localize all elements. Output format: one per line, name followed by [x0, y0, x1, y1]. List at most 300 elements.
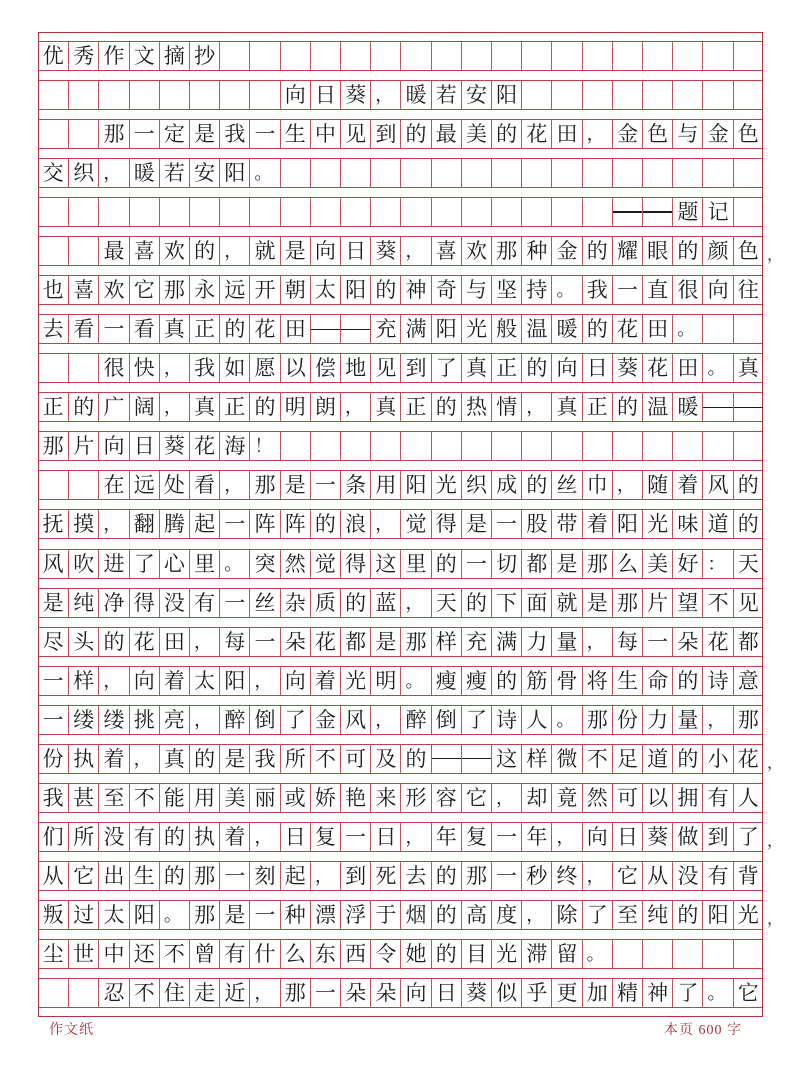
grid-cell-character: 用	[370, 471, 400, 499]
grid-cell-empty	[461, 198, 491, 226]
grid-cell-empty	[431, 159, 461, 187]
grid-cell-character: 向	[551, 354, 581, 382]
grid-cell-character: 头	[68, 628, 98, 656]
grid-cell-character: 日	[310, 81, 340, 109]
grid-cell-character: 生	[129, 862, 159, 890]
grid-cell-character: 尘	[42, 941, 64, 966]
dash-stroke	[432, 758, 461, 760]
grid-cell-character: 阵	[280, 510, 310, 538]
grid-cell-character: 如	[219, 354, 249, 382]
grid-cell-character: 满	[400, 315, 430, 343]
grid-cell-character: 却	[521, 784, 551, 812]
grid-cell-character: 一	[219, 862, 249, 890]
grid-cell-character: 很	[672, 276, 702, 304]
grid-cell-character: 人	[733, 784, 763, 812]
grid-row	[38, 80, 763, 110]
grid-cell-character: 望	[672, 589, 702, 617]
grid-cell-character: 看	[189, 471, 219, 499]
grid-cell-character: 都	[340, 628, 370, 656]
grid-cell-character: 神	[400, 276, 430, 304]
grid-cell-character: 田	[642, 315, 672, 343]
grid-cell-character: 眼	[642, 237, 672, 265]
grid-cell-character: 日	[129, 432, 159, 460]
grid-cell-character: 了	[280, 706, 310, 734]
grid-cell-character: 花	[129, 628, 159, 656]
grid-cell-character: 阳	[129, 901, 159, 929]
grid-cell-character: 海	[219, 432, 249, 460]
grid-cell-empty	[612, 159, 642, 187]
grid-cell-character: 执	[68, 745, 98, 773]
grid-cell-character: ，	[400, 237, 430, 265]
grid-cell-character: 们	[42, 824, 64, 849]
grid-cell-character: ，	[159, 354, 189, 382]
grid-cell-character: 了	[582, 901, 612, 929]
grid-cell-character: 朝	[280, 276, 310, 304]
grid-cell-character: 花	[249, 315, 279, 343]
grid-cell-character: 精	[612, 979, 642, 1007]
grid-cell-character: 死	[370, 862, 400, 890]
grid-cell-character: 很	[98, 354, 128, 382]
grid-cell-character: 见	[370, 354, 400, 382]
grid-cell-character: 色	[733, 120, 763, 148]
grid-cell-character: 到	[340, 862, 370, 890]
grid-cell-empty	[370, 432, 400, 460]
grid-cell-character	[310, 315, 340, 343]
grid-cell-character: 的	[461, 589, 491, 617]
grid-cell-character: ，	[98, 159, 128, 187]
grid-cell-character: 的	[672, 237, 702, 265]
grid-cell-character: 得	[431, 510, 461, 538]
grid-cell-character: 向	[582, 823, 612, 851]
grid-cell-character: 道	[702, 510, 732, 538]
grid-cell-character: 挑	[129, 706, 159, 734]
grid-cell-character: 蓝	[370, 589, 400, 617]
grid-cell-character: 一	[249, 628, 279, 656]
grid-cell-character: 浪	[340, 510, 370, 538]
grid-cell-empty	[249, 198, 279, 226]
grid-cell-character: 出	[98, 862, 128, 890]
grid-cell-character: 从	[642, 862, 672, 890]
grid-cell-character: 朗	[310, 393, 340, 421]
grid-cell-character: 作	[98, 42, 128, 70]
grid-cell-character: 可	[340, 745, 370, 773]
grid-cell-character: 与	[461, 276, 491, 304]
grid-cell-character: 真	[159, 315, 189, 343]
grid-cell-character: 质	[310, 589, 340, 617]
grid-cell-empty	[370, 42, 400, 70]
grid-cell-character: 满	[491, 628, 521, 656]
grid-row	[38, 549, 763, 579]
grid-cell-character: ，	[370, 706, 400, 734]
grid-cell-character: 向	[400, 979, 430, 1007]
grid-cell-empty	[400, 42, 430, 70]
grid-cell-character: 的	[68, 393, 98, 421]
grid-cell-character: 风	[340, 706, 370, 734]
grid-cell-character: 一	[642, 628, 672, 656]
grid-cell-empty	[702, 315, 732, 343]
grid-cell-character: 忍	[98, 979, 128, 1007]
grid-cell-character: 没	[98, 823, 128, 851]
overflow-punctuation: ，	[766, 908, 783, 928]
grid-cell-character: 正	[42, 395, 64, 420]
grid-cell-empty	[219, 42, 249, 70]
grid-cell-character: 。	[582, 940, 612, 968]
grid-cell-character: 一	[310, 471, 340, 499]
grid-cell-empty	[310, 198, 340, 226]
grid-cell-character: 抚	[42, 512, 64, 537]
grid-cell-character: 去	[400, 862, 430, 890]
grid-cell-character: 娇	[310, 784, 340, 812]
grid-cell-character: 除	[551, 901, 581, 929]
grid-cell-empty	[340, 42, 370, 70]
grid-cell-empty	[672, 940, 702, 968]
grid-cell-character: 到	[400, 354, 430, 382]
dash-stroke	[734, 407, 763, 409]
grid-cell-character: 了	[129, 550, 159, 578]
grid-cell-character: 秒	[521, 862, 551, 890]
grid-cell-character: 一	[42, 707, 64, 732]
grid-cell-character: 背	[733, 862, 763, 890]
grid-cell-character: 种	[521, 237, 551, 265]
grid-cell-character: 滞	[521, 940, 551, 968]
grid-cell-character: 一	[340, 823, 370, 851]
grid-cell-empty	[38, 198, 68, 226]
grid-cell-character: 容	[431, 784, 461, 812]
grid-cell-character: 条	[340, 471, 370, 499]
grid-cell-character: 喜	[68, 276, 98, 304]
grid-cell-character: ，	[98, 667, 128, 695]
grid-cell-character: 甚	[68, 784, 98, 812]
grid-cell-character: 太	[98, 901, 128, 929]
grid-cell-empty	[461, 159, 491, 187]
grid-cell-character: 欢	[159, 237, 189, 265]
grid-cell-character: 着	[672, 471, 702, 499]
grid-cell-character: 快	[129, 354, 159, 382]
grid-cell-character: 直	[642, 276, 672, 304]
grid-cell-empty	[551, 198, 581, 226]
grid-cell-character: 看	[68, 315, 98, 343]
grid-cell-character: 光	[733, 901, 763, 929]
grid-cell-character: 地	[340, 354, 370, 382]
grid-cell-character: 是	[370, 628, 400, 656]
grid-cell-empty	[38, 979, 68, 1007]
grid-cell-character: 丽	[249, 784, 279, 812]
grid-cell-character: ，	[340, 393, 370, 421]
grid-cell-character: 及	[370, 745, 400, 773]
grid-cell-character: 得	[340, 550, 370, 578]
grid-cell-character: 的	[98, 628, 128, 656]
grid-cell-character: ，	[249, 667, 279, 695]
grid-cell-character: 温	[642, 393, 672, 421]
grid-cell-character: 着	[98, 745, 128, 773]
grid-cell-character: 不	[702, 589, 732, 617]
grid-cell-character: 开	[249, 276, 279, 304]
grid-cell-character: 起	[280, 862, 310, 890]
grid-cell-character: 朵	[340, 979, 370, 1007]
grid-cell-character	[702, 393, 732, 421]
grid-cell-character: 坚	[491, 276, 521, 304]
grid-cell-empty	[672, 81, 702, 109]
grid-cell-character: 。	[219, 550, 249, 578]
grid-row	[38, 236, 763, 266]
grid-cell-character: 欢	[98, 276, 128, 304]
grid-cell-character: 不	[310, 745, 340, 773]
grid-cell-character: 小	[702, 745, 732, 773]
grid-cell-character: 以	[642, 784, 672, 812]
grid-cell-empty	[400, 432, 430, 460]
grid-cell-character: 随	[642, 471, 672, 499]
grid-cell-character: 阳	[340, 276, 370, 304]
grid-cell-character: 成	[491, 471, 521, 499]
grid-cell-empty	[310, 432, 340, 460]
grid-cell-character: 所	[68, 823, 98, 851]
grid-cell-character: 我	[249, 745, 279, 773]
grid-cell-character: 田	[551, 120, 581, 148]
grid-cell-character: 亮	[159, 706, 189, 734]
grid-cell-empty	[189, 198, 219, 226]
grid-cell-character: 日	[370, 823, 400, 851]
grid-cell-empty	[38, 237, 68, 265]
grid-cell-character: 将	[582, 667, 612, 695]
grid-cell-character: 能	[159, 784, 189, 812]
grid-cell-empty	[642, 81, 672, 109]
grid-cell-character: 心	[159, 550, 189, 578]
grid-cell-character: 走	[189, 979, 219, 1007]
grid-cell-character: 纯	[642, 901, 672, 929]
grid-cell-empty	[642, 432, 672, 460]
grid-cell-character: 我	[219, 120, 249, 148]
grid-cell-character: 葵	[461, 979, 491, 1007]
grid-cell-character: ，	[521, 393, 551, 421]
grid-cell-empty	[219, 198, 249, 226]
grid-cell-character: 欢	[461, 237, 491, 265]
grid-cell-character: 年	[521, 823, 551, 851]
grid-cell-character: 东	[310, 940, 340, 968]
grid-cell-character: 朵	[280, 628, 310, 656]
grid-cell-character: 题	[672, 198, 702, 226]
grid-cell-character: 那	[189, 862, 219, 890]
grid-cell-character: 这	[370, 550, 400, 578]
grid-cell-character: 正	[400, 393, 430, 421]
grid-cell-character: 中	[310, 120, 340, 148]
grid-cell-character: 下	[491, 589, 521, 617]
grid-cell-empty	[733, 42, 763, 70]
grid-cell-character: 在	[98, 471, 128, 499]
grid-cell-character: 至	[612, 901, 642, 929]
grid-cell-character: 力	[642, 706, 672, 734]
grid-cell-character: 面	[521, 589, 551, 617]
grid-cell-character: 生	[280, 120, 310, 148]
grid-cell-character: 来	[370, 784, 400, 812]
grid-cell-character: 正	[219, 393, 249, 421]
grid-cell-character: 诗	[491, 706, 521, 734]
grid-cell-character: 朵	[672, 628, 702, 656]
grid-cell-character: 温	[521, 315, 551, 343]
grid-cell-character: 样	[431, 628, 461, 656]
grid-cell-character: ，	[370, 81, 400, 109]
grid-cell-character: 金	[551, 237, 581, 265]
grid-cell-character: ，	[582, 628, 612, 656]
grid-cell-character: 向	[702, 276, 732, 304]
grid-cell-empty	[340, 159, 370, 187]
grid-cell-character: 于	[370, 901, 400, 929]
grid-cell-character: 吹	[68, 550, 98, 578]
grid-cell-empty	[98, 198, 128, 226]
grid-cell-character	[642, 198, 672, 226]
grid-cell-character: 没	[672, 862, 702, 890]
grid-cell-character: 的	[431, 901, 461, 929]
grid-cell-character: 织	[68, 159, 98, 187]
grid-cell-character: 。	[551, 276, 581, 304]
grid-cell-character: 那	[189, 901, 219, 929]
grid-cell-character: 片	[642, 589, 672, 617]
grid-row	[38, 861, 763, 891]
grid-cell-empty	[68, 471, 98, 499]
grid-cell-character: 那	[400, 628, 430, 656]
grid-cell-character: 她	[400, 940, 430, 968]
grid-cell-empty	[431, 198, 461, 226]
grid-cell-character: 日	[340, 237, 370, 265]
grid-cell-character: 持	[521, 276, 551, 304]
grid-cell-character: 阳	[400, 471, 430, 499]
grid-cell-character: ，	[249, 823, 279, 851]
grid-cell-character: 过	[68, 901, 98, 929]
grid-cell-character: 腾	[159, 510, 189, 538]
grid-cell-character: 一	[249, 901, 279, 929]
grid-cell-character: 是	[219, 901, 249, 929]
grid-cell-character: 的	[400, 745, 430, 773]
grid-cell-character: 那	[159, 276, 189, 304]
grid-cell-character	[733, 393, 763, 421]
grid-cell-empty	[733, 81, 763, 109]
grid-row	[38, 314, 763, 344]
grid-cell-character: 田	[672, 354, 702, 382]
grid-cell-character: 用	[189, 784, 219, 812]
grid-cell-character: 醉	[400, 706, 430, 734]
grid-cell-character: 着	[310, 667, 340, 695]
grid-cell-character: 的	[431, 940, 461, 968]
grid-cell-character: 摘	[159, 42, 189, 70]
grid-cell-character: 那	[582, 706, 612, 734]
grid-cell-character: 最	[98, 237, 128, 265]
grid-cell-empty	[672, 42, 702, 70]
grid-cell-character: 真	[551, 393, 581, 421]
grid-cell-character: ，	[129, 745, 159, 773]
grid-cell-character: 那	[461, 862, 491, 890]
grid-cell-character: 高	[461, 901, 491, 929]
grid-cell-character: ，	[582, 862, 612, 890]
grid-cell-character: 竟	[551, 784, 581, 812]
grid-cell-character: 真	[461, 354, 491, 382]
grid-cell-character: 的	[189, 745, 219, 773]
grid-cell-character: 样	[521, 745, 551, 773]
grid-cell-character: 是	[219, 745, 249, 773]
grid-cell-character: 丝	[249, 589, 279, 617]
grid-cell-character: 了	[672, 979, 702, 1007]
grid-cell-character: 目	[461, 940, 491, 968]
grid-cell-character: 样	[68, 667, 98, 695]
grid-cell-character: 复	[461, 823, 491, 851]
grid-cell-character: 看	[129, 315, 159, 343]
grid-cell-character: 花	[642, 354, 672, 382]
grid-cell-character: 花	[189, 432, 219, 460]
grid-cell-character: 就	[249, 237, 279, 265]
grid-cell-character: 可	[612, 784, 642, 812]
grid-cell-character: 美	[642, 550, 672, 578]
grid-cell-character: 光	[461, 315, 491, 343]
grid-cell-character: 阳	[219, 667, 249, 695]
grid-cell-character: 片	[68, 432, 98, 460]
grid-cell-empty	[370, 159, 400, 187]
grid-cell-character: 筋	[521, 667, 551, 695]
grid-cell-character: 所	[280, 745, 310, 773]
grid-cell-character: 到	[370, 120, 400, 148]
grid-row	[38, 119, 763, 149]
grid-cell-empty	[521, 198, 551, 226]
grid-cell-character: 那	[733, 706, 763, 734]
grid-cell-character: 广	[98, 393, 128, 421]
grid-cell-character: 艳	[340, 784, 370, 812]
grid-cell-character: ，	[98, 510, 128, 538]
grid-cell-empty	[491, 159, 521, 187]
grid-cell-character: 中	[98, 940, 128, 968]
grid-cell-empty	[68, 979, 98, 1007]
grid-cell-character: 量	[551, 628, 581, 656]
grid-cell-character: 刻	[249, 862, 279, 890]
grid-cell-character: 神	[642, 979, 672, 1007]
grid-cell-character: ，	[310, 862, 340, 890]
grid-cell-character: 优	[42, 44, 64, 68]
grid-cell-character: ，	[159, 393, 189, 421]
grid-cell-character: 也	[42, 278, 64, 303]
grid-cell-character: 阳	[612, 510, 642, 538]
grid-cell-character: 去	[42, 317, 64, 342]
grid-cell-character: 日	[431, 979, 461, 1007]
grid-cell-character: 它	[733, 979, 763, 1007]
grid-cell-character: 是	[280, 471, 310, 499]
grid-cell-character: 我	[582, 276, 612, 304]
grid-cell-character: 的	[521, 354, 551, 382]
grid-cell-character: 种	[280, 901, 310, 929]
grid-cell-character: 杂	[280, 589, 310, 617]
grid-cell-empty	[159, 81, 189, 109]
grid-cell-character: 的	[733, 471, 763, 499]
grid-cell-character: ，	[400, 589, 430, 617]
grid-cell-character: 充	[461, 628, 491, 656]
grid-cell-character: 什	[249, 940, 279, 968]
grid-cell-character: 安	[189, 159, 219, 187]
grid-cell-character: 量	[672, 706, 702, 734]
grid-cell-character: 暖	[551, 315, 581, 343]
grid-cell-character: 美	[461, 120, 491, 148]
grid-cell-character: ，	[219, 471, 249, 499]
grid-cell-character: 的	[310, 510, 340, 538]
grid-cell-character: 一	[491, 862, 521, 890]
grid-cell-character: 倒	[431, 706, 461, 734]
grid-cell-character: 然	[582, 784, 612, 812]
grid-cell-character: 花	[733, 745, 763, 773]
grid-cell-empty	[582, 432, 612, 460]
grid-cell-empty	[612, 42, 642, 70]
grid-cell-character: 阳	[219, 159, 249, 187]
grid-cell-empty	[400, 198, 430, 226]
grid-cell-character: 一	[42, 668, 64, 693]
grid-cell-character: 太	[310, 276, 340, 304]
grid-cell-character: 翻	[129, 510, 159, 538]
grid-cell-character: 安	[461, 81, 491, 109]
grid-cell-character: 花	[310, 628, 340, 656]
dash-stroke	[462, 758, 491, 760]
